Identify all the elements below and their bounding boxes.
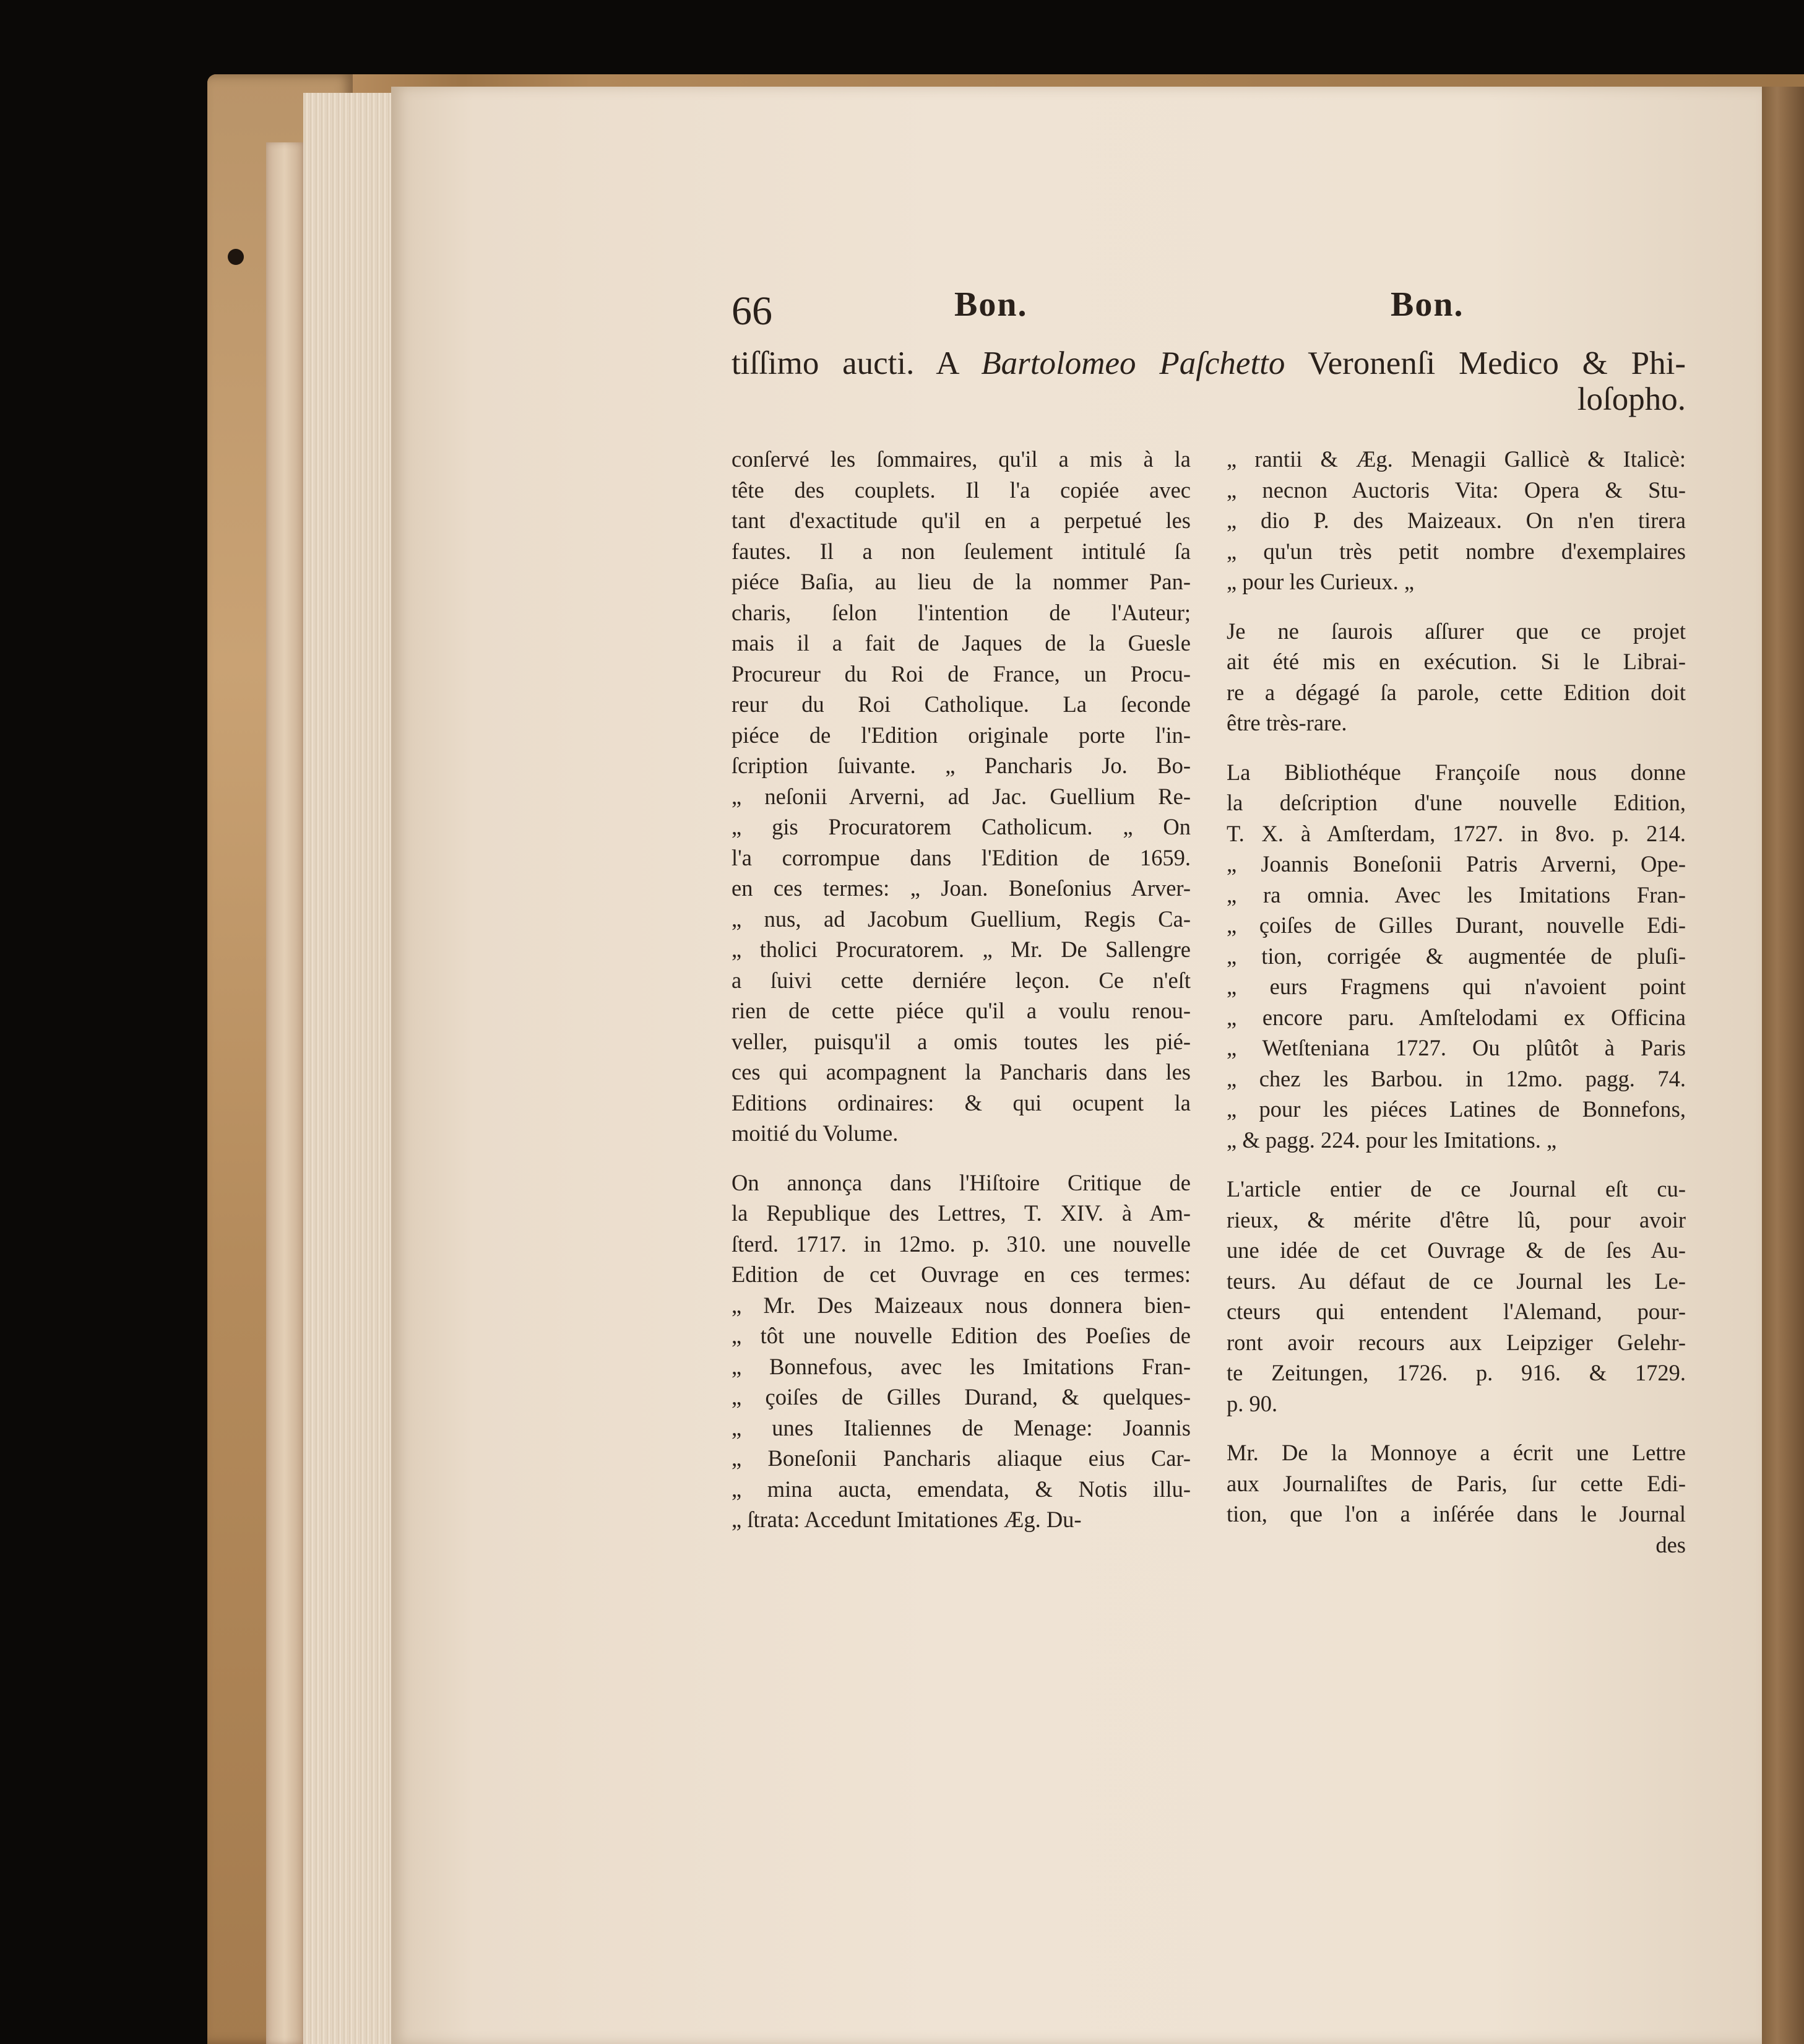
title-part-name: Bartolomeo Paſchetto xyxy=(981,345,1285,381)
text-line: L'article entier de ce Journal eſt cu- xyxy=(1227,1176,1686,1202)
page-number: 66 xyxy=(732,288,772,334)
book-page xyxy=(391,87,1762,2044)
text-line: des xyxy=(1655,1531,1686,1557)
text-line: rien de cette piéce qu'il a voulu renou- xyxy=(732,998,1191,1023)
text-line: aux Journaliſtes de Paris, ſur cette Edi- xyxy=(1227,1470,1686,1496)
text-line: „ pour les Curieux. „ xyxy=(1227,569,1415,594)
text-line: „ encore paru. Amſtelodami ex Officina xyxy=(1227,1004,1686,1030)
text-line: „ chez les Barbou. in 12mo. pagg. 74. xyxy=(1227,1065,1686,1091)
text-line: „ tion, corrigée & augmentée de pluſi- xyxy=(1227,943,1686,969)
text-line: „ Wetſteniana 1727. Ou plûtôt à Paris xyxy=(1227,1035,1686,1060)
text-line: „ gis Procuratorem Catholicum. „ On xyxy=(732,814,1191,839)
text-line: „ rantii & Æg. Menagii Gallicè & Italicè: xyxy=(1227,446,1686,472)
text-line: La Bibliothéque Françoiſe nous donne xyxy=(1227,759,1686,785)
text-line: „ çoiſes de Gilles Durand, & quelques- xyxy=(732,1384,1191,1410)
text-line: ſterd. 1717. in 12mo. p. 310. une nouvelle xyxy=(732,1231,1191,1257)
right-column xyxy=(1227,444,1686,1560)
text-line: „ unes Italiennes de Menage: Joannis xyxy=(732,1414,1191,1440)
text-line: te Zeitungen, 1726. p. 916. & 1729. xyxy=(1227,1360,1686,1385)
text-line: „ necnon Auctoris Vita: Opera & Stu- xyxy=(1227,477,1686,503)
text-line: cteurs qui entendent l'Alemand, pour- xyxy=(1227,1299,1686,1324)
text-line: tant d'exactitude qu'il en a perpetué les xyxy=(732,508,1191,533)
binding-nail xyxy=(228,249,244,265)
text-line: „ Joannis Boneſonii Patris Arverni, Ope- xyxy=(1227,851,1686,877)
text-line: ait été mis en exécution. Si le Librai- xyxy=(1227,649,1686,674)
text-line: tion, que l'on a inſérée dans le Journal xyxy=(1227,1501,1686,1527)
text-line: mais il a fait de Jaques de la Guesle xyxy=(732,630,1191,656)
text-line: „ nus, ad Jacobum Guellium, Regis Ca- xyxy=(732,906,1191,932)
text-line: a ſuivi cette derniére leçon. Ce n'eſt xyxy=(732,967,1191,993)
text-line: la Republique des Lettres, T. XIV. à Am- xyxy=(732,1200,1191,1226)
paragraph-gap xyxy=(1227,597,1686,616)
text-line: re a dégagé ſa parole, cette Edition doit xyxy=(1227,679,1686,705)
text-line: charis, ſelon l'intention de l'Auteur; xyxy=(732,599,1191,625)
text-line: Je ne ſaurois aſſurer que ce projet xyxy=(1227,618,1686,644)
text-line: „ Bonnefous, avec les Imitations Fran- xyxy=(732,1353,1191,1379)
text-line: „ qu'un très petit nombre d'exemplaires xyxy=(1227,538,1686,564)
text-line: Edition de cet Ouvrage en ces termes: xyxy=(732,1262,1191,1287)
text-line: la deſcription d'une nouvelle Edition, xyxy=(1227,790,1686,815)
text-line: „ neſonii Arverni, ad Jac. Guellium Re- xyxy=(732,783,1191,809)
text-line: piéce Baſia, au lieu de la nommer Pan- xyxy=(732,569,1191,594)
text-line: veller, puisqu'il a omis toutes les pié- xyxy=(732,1028,1191,1054)
text-line: „ çoiſes de Gilles Durant, nouvelle Edi- xyxy=(1227,912,1686,938)
text-line: „ ra omnia. Avec les Imitations Fran- xyxy=(1227,881,1686,907)
text-line: „ mina aucta, emendata, & Notis illu- xyxy=(732,1476,1191,1502)
text-line: moitié du Volume. xyxy=(732,1120,899,1146)
text-line: „ Boneſonii Pancharis aliaque eius Car- xyxy=(732,1445,1191,1471)
text-line: ront avoir recours aux Leipziger Gelehr- xyxy=(1227,1329,1686,1355)
text-line: conſervé les ſommaires, qu'il a mis à la xyxy=(732,446,1191,472)
text-line: ſcription ſuivante. „ Pancharis Jo. Bo- xyxy=(732,753,1191,778)
paragraph-gap xyxy=(732,1149,1191,1167)
text-line: Procureur du Roi de France, un Procu- xyxy=(732,660,1191,686)
text-line: „ tôt une nouvelle Edition des Poeſies de xyxy=(732,1323,1191,1348)
text-line: „ & pagg. 224. pour les Imitations. „ xyxy=(1227,1127,1557,1153)
page-block-edge xyxy=(303,93,396,2044)
text-line: teurs. Au défaut de ce Journal les Le- xyxy=(1227,1268,1686,1294)
text-line: Editions ordinaires: & qui ocupent la xyxy=(732,1089,1191,1115)
title-part-b: A xyxy=(936,345,958,381)
endpaper-edge xyxy=(266,142,303,2044)
text-line: p. 90. xyxy=(1227,1390,1278,1416)
text-line: être très-rare. xyxy=(1227,710,1347,735)
text-line: une idée de cet Ouvrage & de ſes Au- xyxy=(1227,1237,1686,1263)
text-line: „ pour les piéces Latines de Bonnefons, xyxy=(1227,1096,1686,1122)
paragraph-gap xyxy=(1227,1419,1686,1437)
running-head-left: Bon. xyxy=(954,285,1028,324)
text-line: „ ſtrata: Accedunt Imitationes Æg. Du- xyxy=(732,1507,1082,1532)
text-line: „ eurs Fragmens qui n'avoient point xyxy=(1227,974,1686,999)
text-line: „ dio P. des Maizeaux. On n'en tirera xyxy=(1227,508,1686,533)
text-line: On annonça dans l'Hiſtoire Critique de xyxy=(732,1169,1191,1195)
text-line: piéce de l'Edition originale porte l'in- xyxy=(732,722,1191,748)
text-line: reur du Roi Catholique. La ſeconde xyxy=(732,691,1191,717)
text-line: en ces termes: „ Joan. Boneſonius Arver- xyxy=(732,875,1191,901)
text-line: „ Mr. Des Maizeaux nous donnera bien- xyxy=(732,1292,1191,1318)
running-head-right: Bon. xyxy=(1391,285,1464,324)
text-line: fautes. Il a non ſeulement intitulé ſa xyxy=(732,538,1191,564)
text-line: l'a corrompue dans l'Edition de 1659. xyxy=(732,844,1191,870)
paragraph-gap xyxy=(1227,738,1686,757)
title-part-d: Veronenſi Medico & Phi- xyxy=(1308,345,1686,381)
text-line: T. X. à Amſterdam, 1727. in 8vo. p. 214. xyxy=(1227,820,1686,846)
text-line: Mr. De la Monnoye a écrit une Lettre xyxy=(1227,1440,1686,1465)
title-line-1 xyxy=(732,345,1686,381)
title-part-a: tiſſimo aucti. xyxy=(732,345,915,381)
text-line: rieux, & mérite d'être lû, pour avoir xyxy=(1227,1206,1686,1232)
title-line-2: loſopho. xyxy=(1577,381,1686,417)
left-column xyxy=(732,444,1191,1535)
text-line: „ tholici Procuratorem. „ Mr. De Sallengre xyxy=(732,937,1191,962)
text-line: ces qui acompagnent la Pancharis dans les xyxy=(732,1059,1191,1085)
cover-right-edge xyxy=(1759,87,1804,2044)
paragraph-gap xyxy=(1227,1155,1686,1174)
text-line: tête des couplets. Il l'a copiée avec xyxy=(732,477,1191,503)
